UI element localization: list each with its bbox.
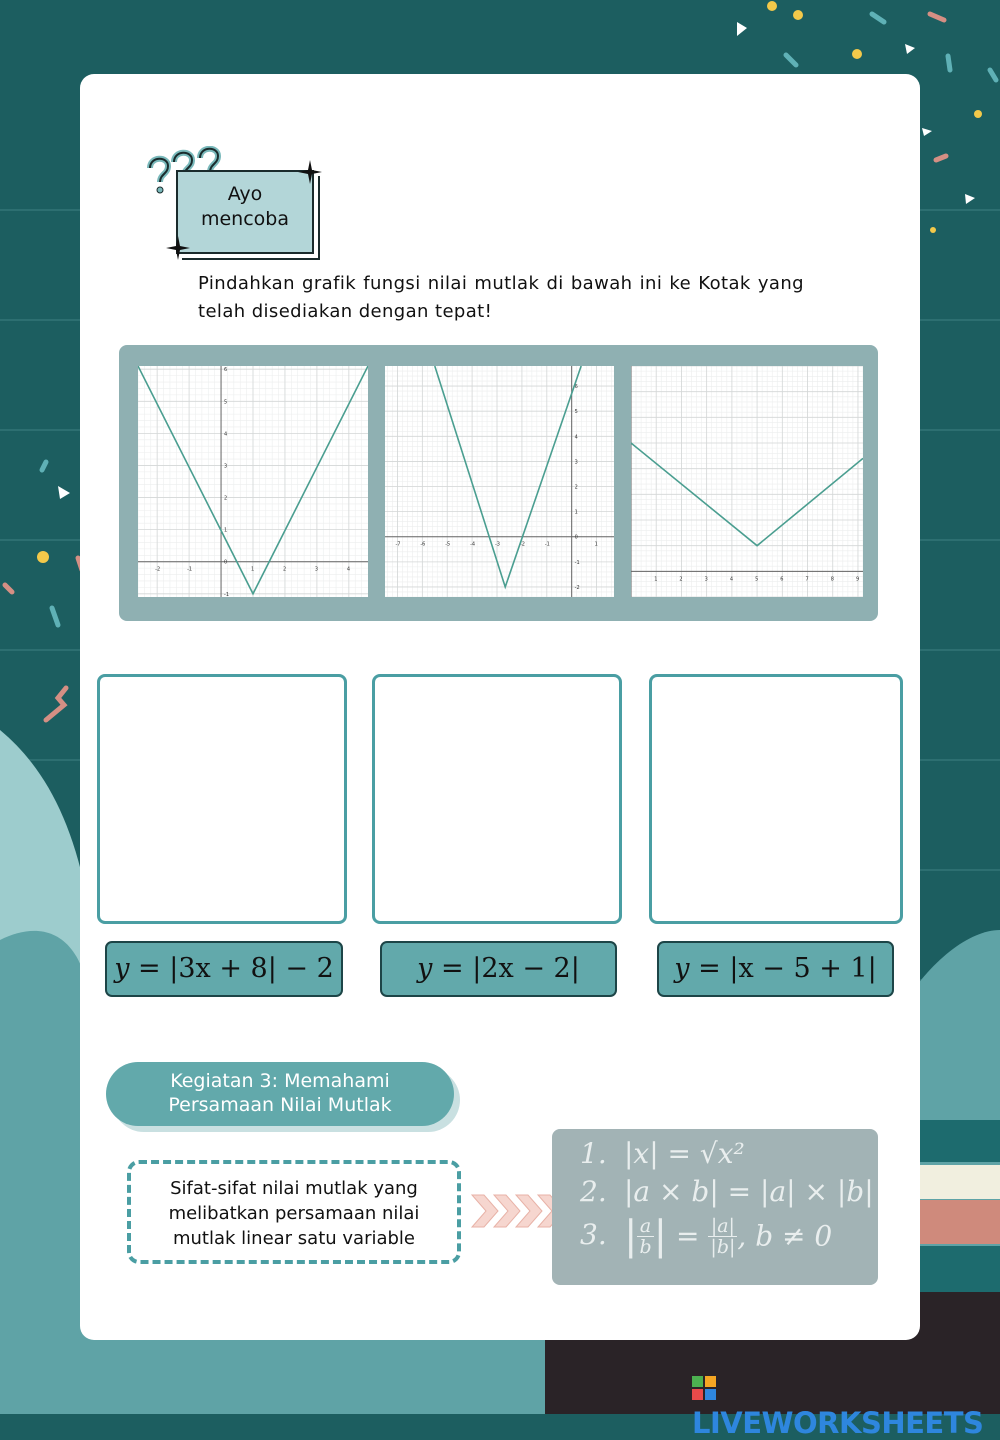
property-2-number: 2. xyxy=(580,1175,607,1208)
y-tick-label: 2 xyxy=(224,495,228,502)
y-tick-label: 6 xyxy=(224,367,228,374)
equation-2-variable: y xyxy=(417,953,433,984)
equation-3-expression: = |x − 5 + 1| xyxy=(698,953,877,984)
equation-2-expression: = |2x − 2| xyxy=(441,953,580,984)
x-tick-label: -6 xyxy=(420,541,426,548)
x-tick-label: 1 xyxy=(594,541,598,548)
y-tick-label: 1 xyxy=(224,527,228,534)
property-3-fraction-left xyxy=(637,1216,653,1257)
property-2-formula: |a × b| = |a| × |b| xyxy=(624,1175,874,1208)
page-title xyxy=(176,182,314,232)
property-3: 3. | $\frac{a}{b}$ | = $\frac{|a|}{|b|}$ , b ≠ 0 xyxy=(580,1213,833,1259)
fraction-denominator: b xyxy=(639,1235,652,1258)
properties-label-box xyxy=(127,1160,461,1264)
property-2 xyxy=(580,1175,874,1208)
y-tick-label: 0 xyxy=(574,534,578,541)
graph-3 xyxy=(631,366,863,597)
properties-label-line-2: melibatkan persamaan nilai xyxy=(168,1203,420,1224)
graph-card-1[interactable] xyxy=(138,366,368,597)
fraction-numerator: |a| xyxy=(708,1216,737,1237)
properties-label-line-1: Sifat-sifat nilai mutlak yang xyxy=(170,1178,418,1199)
x-tick-label: 3 xyxy=(314,566,319,573)
property-1-number: 1. xyxy=(580,1137,607,1170)
property-3-number: 3. xyxy=(580,1217,607,1251)
property-1-formula: |x| = √x² xyxy=(624,1137,745,1170)
y-tick-label: 2 xyxy=(574,484,578,491)
equation-3-variable: y xyxy=(674,953,690,984)
x-tick-label: 4 xyxy=(346,566,351,573)
properties-label-line-3: mutlak linear satu variable xyxy=(172,1228,416,1249)
graph-2 xyxy=(385,366,614,597)
y-tick-label: 5 xyxy=(224,399,228,406)
x-tick-label: 3 xyxy=(704,576,708,583)
x-tick-label: -4 xyxy=(470,541,476,548)
x-tick-label: -5 xyxy=(445,541,451,548)
x-tick-label: 4 xyxy=(729,576,734,583)
y-tick-label: 1 xyxy=(574,509,578,516)
title-line-1: Ayo xyxy=(227,183,263,205)
sparkle-icon xyxy=(298,160,322,184)
property-3-condition: , b ≠ 0 xyxy=(737,1219,833,1253)
equation-1-variable: y xyxy=(114,953,130,984)
y-tick-label: 3 xyxy=(574,459,578,466)
graph-card-3[interactable] xyxy=(631,366,863,597)
liveworksheets-logo-icon xyxy=(692,1376,716,1400)
properties-list xyxy=(552,1129,878,1285)
x-tick-label: -2 xyxy=(155,566,161,573)
drop-box-3[interactable] xyxy=(649,674,903,924)
x-tick-label: 2 xyxy=(679,576,683,583)
drop-box-2[interactable] xyxy=(372,674,622,924)
x-tick-label: 1 xyxy=(654,576,658,583)
section-heading-line-1: Kegiatan 3: Memahami xyxy=(170,1070,390,1092)
x-tick-label: 9 xyxy=(855,576,860,583)
property-3-equals: = xyxy=(676,1219,700,1253)
x-tick-label: -3 xyxy=(495,541,501,548)
y-tick-label: 0 xyxy=(224,559,228,566)
equation-label-3 xyxy=(657,941,894,997)
y-tick-label: 4 xyxy=(574,434,578,441)
y-tick-label: 5 xyxy=(574,409,578,416)
sparkle-icon xyxy=(166,236,190,260)
y-tick-label: -2 xyxy=(574,584,580,591)
x-tick-label: 2 xyxy=(282,566,287,573)
instruction-text: Pindahkan grafik fungsi nilai mutlak di bawah ini ke Kotak yang telah disediakan dengan tepat! xyxy=(198,273,804,322)
x-tick-label: -7 xyxy=(395,541,401,548)
x-tick-label: -1 xyxy=(187,566,193,573)
x-tick-label: 6 xyxy=(780,576,784,583)
x-tick-label: 5 xyxy=(755,576,759,583)
x-tick-label: 7 xyxy=(805,576,809,583)
y-tick-label: 4 xyxy=(224,431,228,438)
graph-card-2[interactable] xyxy=(385,366,614,597)
section-heading xyxy=(106,1062,454,1126)
section-heading-line-2: Persamaan Nilai Mutlak xyxy=(168,1094,392,1116)
y-tick-label: -1 xyxy=(574,559,580,566)
fraction-denominator: |b| xyxy=(710,1235,736,1258)
equation-label-2 xyxy=(380,941,617,997)
property-1 xyxy=(580,1137,745,1170)
title-line-2: mencoba xyxy=(200,208,289,230)
brand-text: LIVEWORKSHEETS xyxy=(692,1406,984,1440)
x-tick-label: -1 xyxy=(544,541,550,548)
graph-1 xyxy=(138,366,368,597)
property-3-fraction-right xyxy=(708,1216,737,1257)
y-tick-label: 6 xyxy=(574,384,578,391)
x-tick-label: 8 xyxy=(830,576,834,583)
y-tick-label: 3 xyxy=(224,463,228,470)
y-tick-label: -1 xyxy=(224,591,230,597)
x-tick-label: -2 xyxy=(519,541,525,548)
equation-1-expression: = |3x + 8| − 2 xyxy=(138,953,334,984)
drop-box-1[interactable] xyxy=(97,674,347,924)
x-tick-label: 1 xyxy=(251,566,255,573)
fraction-numerator: a xyxy=(637,1216,653,1237)
brand-logo[interactable] xyxy=(692,1372,992,1440)
equation-label-1 xyxy=(105,941,343,997)
